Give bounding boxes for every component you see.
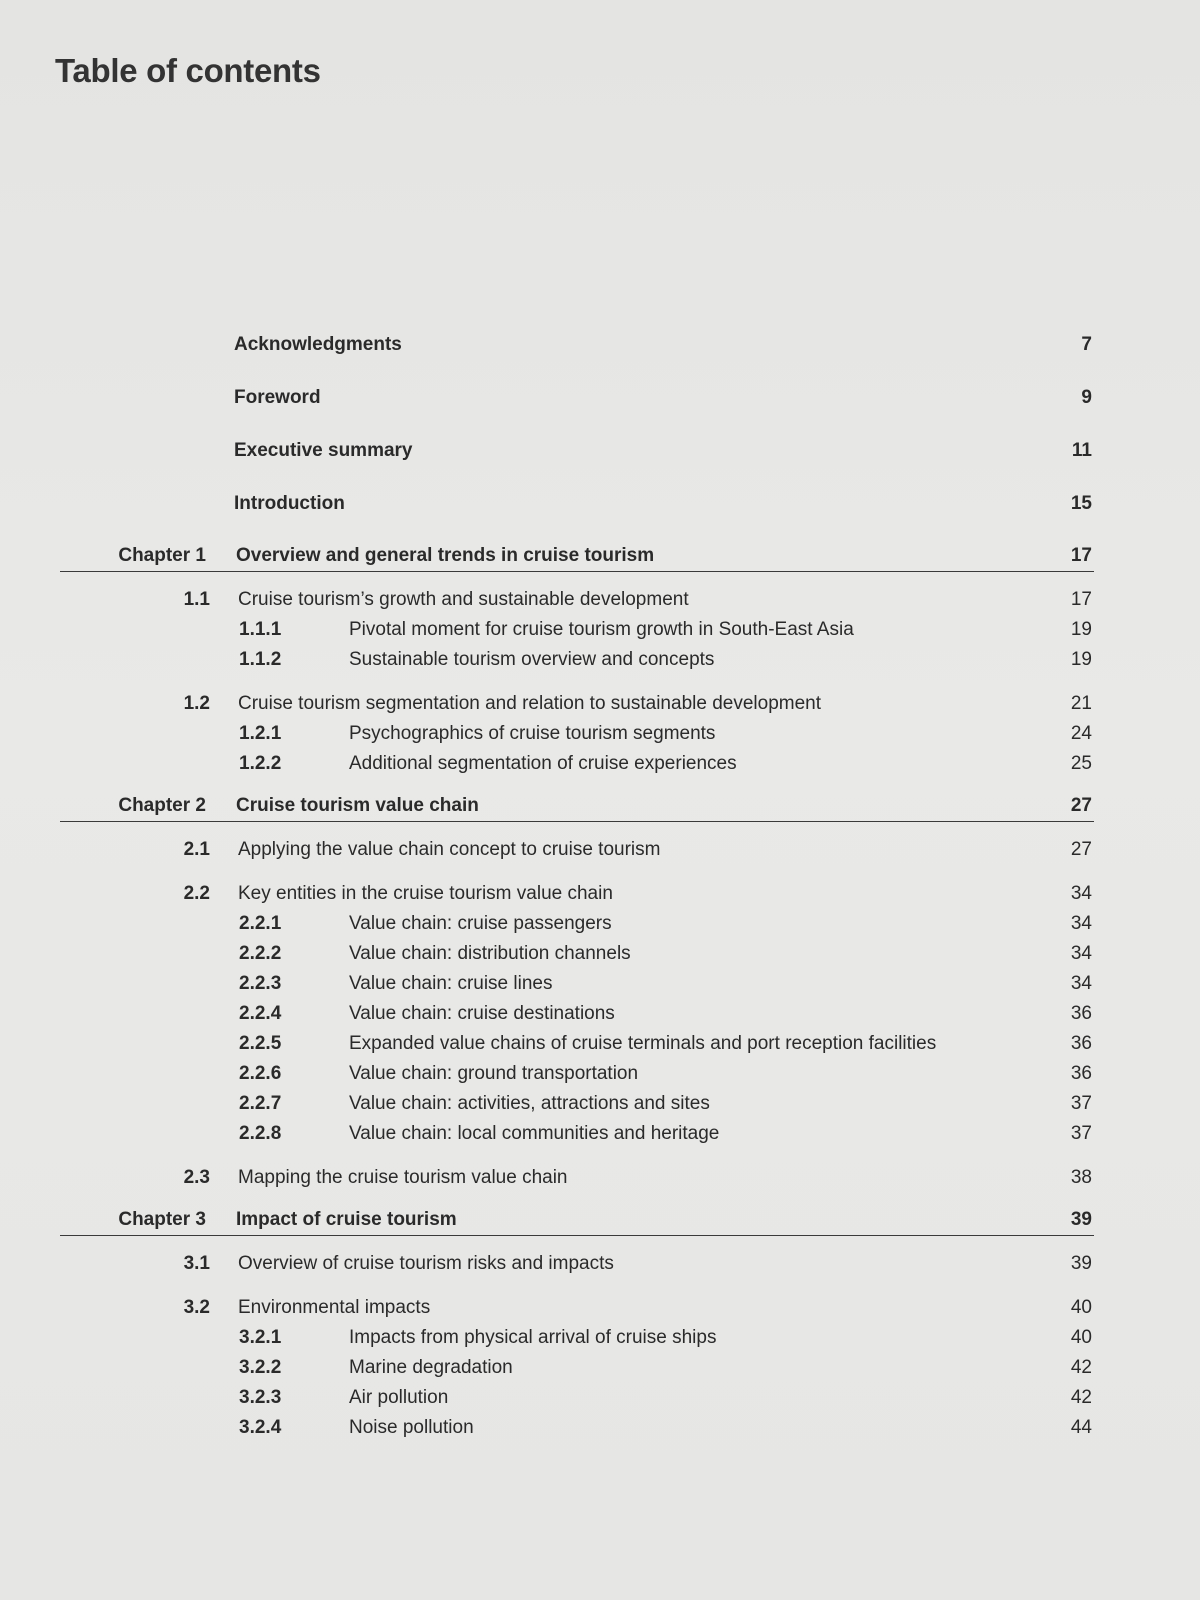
page-number: 15: [1070, 493, 1092, 514]
toc-entry-sub: [0, 645, 1200, 675]
section-number: 2.3: [183, 1167, 210, 1188]
section-title: Cruise tourism’s growth and sustainable development: [238, 589, 689, 610]
page-number: 21: [1070, 693, 1092, 714]
toc-entry-sub: [0, 1119, 1200, 1149]
section-number: 1.1: [183, 589, 210, 610]
page-number: 34: [1070, 973, 1092, 994]
toc-entry-sub: [0, 969, 1200, 999]
toc-entry-sec: [0, 1163, 1200, 1193]
toc-entry-sub: [0, 749, 1200, 779]
subsection-number: 1.1.2: [239, 649, 282, 670]
entry-title: Foreword: [234, 387, 321, 408]
section-title: Cruise tourism segmentation and relation to sustainable development: [238, 693, 821, 714]
toc-entry-sub: [0, 909, 1200, 939]
page-number: 44: [1070, 1417, 1092, 1438]
toc-entry-front: [0, 436, 1200, 466]
page-number: 25: [1070, 753, 1092, 774]
subsection-number: 2.2.2: [239, 943, 282, 964]
toc-entry-sub: [0, 1383, 1200, 1413]
page-number: 19: [1070, 649, 1092, 670]
toc-entry-chapter: [0, 791, 1200, 821]
toc-entry-sub: [0, 939, 1200, 969]
toc-entry-sub: [0, 1029, 1200, 1059]
chapter-divider: [60, 571, 1094, 572]
subsection-number: 2.2.8: [239, 1123, 282, 1144]
section-title: Applying the value chain concept to cruise tourism: [238, 839, 661, 860]
page-number: 36: [1070, 1063, 1092, 1084]
toc-entry-sub: [0, 1413, 1200, 1443]
toc-entry-sub: [0, 1353, 1200, 1383]
subsection-number: 1.2.1: [239, 723, 282, 744]
toc-entry-sec: [0, 1293, 1200, 1323]
page-title: Table of contents: [55, 52, 321, 89]
toc-entry-sub: [0, 999, 1200, 1029]
toc-entry-sec: [0, 879, 1200, 909]
toc-entry-sub: [0, 1089, 1200, 1119]
page-number: 27: [1070, 795, 1092, 816]
subsection-number: 1.1.1: [239, 619, 282, 640]
page-number: 17: [1070, 589, 1092, 610]
subsection-number: 1.2.2: [239, 753, 282, 774]
toc-entry-sub: [0, 615, 1200, 645]
subsection-number: 3.2.1: [239, 1327, 282, 1348]
subsection-title: Expanded value chains of cruise terminals and port reception facilities: [349, 1033, 937, 1054]
toc-entry-sub: [0, 1323, 1200, 1353]
subsection-number: 3.2.3: [239, 1387, 282, 1408]
section-title: Overview of cruise tourism risks and impacts: [238, 1253, 614, 1274]
page-number: 39: [1070, 1209, 1092, 1230]
toc-entry-front: [0, 330, 1200, 360]
subsection-number: 2.2.1: [239, 913, 282, 934]
toc-entry-chapter: [0, 541, 1200, 571]
subsection-number: 3.2.4: [239, 1417, 282, 1438]
chapter-divider: [60, 821, 1094, 822]
page-number: 39: [1070, 1253, 1092, 1274]
subsection-title: Pivotal moment for cruise tourism growth in South-East Asia: [349, 619, 854, 640]
chapter-title: Overview and general trends in cruise tourism: [236, 545, 655, 566]
page-number: 42: [1070, 1357, 1092, 1378]
subsection-number: 2.2.3: [239, 973, 282, 994]
section-number: 2.1: [183, 839, 210, 860]
page-number: 42: [1070, 1387, 1092, 1408]
entry-title: Executive summary: [234, 440, 413, 461]
chapter-title: Impact of cruise tourism: [236, 1209, 457, 1230]
section-number: 2.2: [183, 883, 210, 904]
page-number: 9: [1081, 387, 1092, 408]
toc-entry-sec: [0, 1249, 1200, 1279]
page-number: 34: [1070, 913, 1092, 934]
page-number: 36: [1070, 1033, 1092, 1054]
page-number: 36: [1070, 1003, 1092, 1024]
section-title: Key entities in the cruise tourism value chain: [238, 883, 613, 904]
chapter-divider: [60, 1235, 1094, 1236]
toc-entry-front: [0, 383, 1200, 413]
page-number: 34: [1070, 943, 1092, 964]
page-number: 40: [1070, 1327, 1092, 1348]
toc-entry-sec: [0, 585, 1200, 615]
page-number: 34: [1070, 883, 1092, 904]
subsection-title: Value chain: distribution channels: [349, 943, 631, 964]
subsection-title: Value chain: cruise passengers: [349, 913, 612, 934]
subsection-title: Noise pollution: [349, 1417, 474, 1438]
toc-entry-sec: [0, 835, 1200, 865]
subsection-title: Value chain: ground transportation: [349, 1063, 639, 1084]
entry-title: Acknowledgments: [234, 334, 402, 355]
subsection-title: Marine degradation: [349, 1357, 513, 1378]
page-number: 38: [1070, 1167, 1092, 1188]
subsection-number: 2.2.4: [239, 1003, 282, 1024]
page-number: 37: [1070, 1093, 1092, 1114]
subsection-number: 3.2.2: [239, 1357, 282, 1378]
toc-entry-sub: [0, 1059, 1200, 1089]
toc-entry-sec: [0, 689, 1200, 719]
subsection-number: 2.2.6: [239, 1063, 282, 1084]
page-number: 19: [1070, 619, 1092, 640]
subsection-number: 2.2.7: [239, 1093, 282, 1114]
page-number: 40: [1070, 1297, 1092, 1318]
page-number: 37: [1070, 1123, 1092, 1144]
chapter-title: Cruise tourism value chain: [236, 795, 479, 816]
subsection-number: 2.2.5: [239, 1033, 282, 1054]
subsection-title: Impacts from physical arrival of cruise ships: [349, 1327, 717, 1348]
section-number: 1.2: [183, 693, 210, 714]
subsection-title: Sustainable tourism overview and concepts: [349, 649, 715, 670]
chapter-number: Chapter 1: [118, 545, 206, 566]
subsection-title: Air pollution: [349, 1387, 449, 1408]
subsection-title: Psychographics of cruise tourism segments: [349, 723, 716, 744]
subsection-title: Additional segmentation of cruise experiences: [349, 753, 737, 774]
page-number: 7: [1081, 334, 1092, 355]
chapter-number: Chapter 3: [118, 1209, 206, 1230]
section-title: Environmental impacts: [238, 1297, 431, 1318]
toc-entry-front: [0, 489, 1200, 519]
page-number: 27: [1070, 839, 1092, 860]
subsection-title: Value chain: activities, attractions and sites: [349, 1093, 710, 1114]
page-number: 17: [1070, 545, 1092, 566]
subsection-title: Value chain: cruise destinations: [349, 1003, 615, 1024]
entry-title: Introduction: [234, 493, 345, 514]
page-number: 11: [1071, 440, 1092, 461]
toc-entry-sub: [0, 719, 1200, 749]
section-title: Mapping the cruise tourism value chain: [238, 1167, 568, 1188]
chapter-number: Chapter 2: [118, 795, 206, 816]
section-number: 3.2: [183, 1297, 210, 1318]
subsection-title: Value chain: local communities and heritage: [349, 1123, 720, 1144]
section-number: 3.1: [183, 1253, 210, 1274]
page-number: 24: [1070, 723, 1092, 744]
toc-entry-chapter: [0, 1205, 1200, 1235]
subsection-title: Value chain: cruise lines: [349, 973, 553, 994]
